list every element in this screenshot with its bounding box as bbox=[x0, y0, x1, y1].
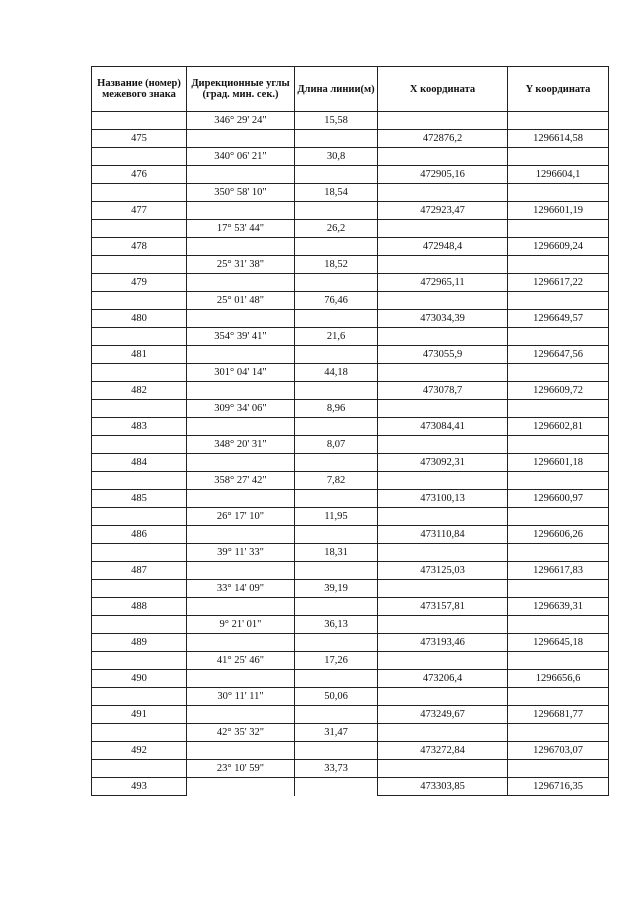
x-coordinate-cell: 473249,67 bbox=[378, 706, 508, 724]
empty-cell bbox=[378, 544, 508, 562]
table-row bbox=[92, 706, 609, 724]
y-coordinate-cell: 1296602,81 bbox=[508, 418, 609, 436]
empty-cell bbox=[508, 544, 609, 562]
table-row bbox=[92, 652, 609, 670]
table-row bbox=[92, 310, 609, 328]
angle-cell: 350° 58' 10" bbox=[187, 184, 295, 202]
x-coordinate-cell: 473206,4 bbox=[378, 670, 508, 688]
angle-cell: 309° 34' 06" bbox=[187, 400, 295, 418]
angle-cell: 41° 25' 46" bbox=[187, 652, 295, 670]
table-row bbox=[92, 130, 609, 148]
y-coordinate-cell: 1296604,1 bbox=[508, 166, 609, 184]
empty-cell bbox=[378, 616, 508, 634]
empty-cell bbox=[508, 148, 609, 166]
table-body bbox=[92, 112, 609, 796]
empty-cell bbox=[295, 202, 378, 220]
boundary-coordinates-table bbox=[91, 66, 609, 796]
table-header-row bbox=[92, 67, 609, 112]
y-coordinate-cell: 1296606,26 bbox=[508, 526, 609, 544]
empty-cell bbox=[508, 112, 609, 130]
empty-cell bbox=[92, 724, 187, 742]
angle-cell: 33° 14' 09" bbox=[187, 580, 295, 598]
point-name-cell: 475 bbox=[92, 130, 187, 148]
point-name-cell: 482 bbox=[92, 382, 187, 400]
y-coordinate-cell: 1296609,24 bbox=[508, 238, 609, 256]
header-angle: Дирекционные углы (град. мин. сек.) bbox=[187, 67, 295, 112]
x-coordinate-cell: 472876,2 bbox=[378, 130, 508, 148]
y-coordinate-cell: 1296716,35 bbox=[508, 778, 609, 796]
point-name-cell: 490 bbox=[92, 670, 187, 688]
empty-cell bbox=[508, 688, 609, 706]
length-cell: 31,47 bbox=[295, 724, 378, 742]
empty-cell bbox=[187, 778, 295, 796]
empty-cell bbox=[295, 778, 378, 796]
point-name-cell: 485 bbox=[92, 490, 187, 508]
y-coordinate-cell: 1296645,18 bbox=[508, 634, 609, 652]
empty-cell bbox=[187, 598, 295, 616]
length-cell: 8,07 bbox=[295, 436, 378, 454]
empty-cell bbox=[92, 472, 187, 490]
x-coordinate-cell: 473125,03 bbox=[378, 562, 508, 580]
empty-cell bbox=[295, 418, 378, 436]
length-cell: 44,18 bbox=[295, 364, 378, 382]
table-row bbox=[92, 724, 609, 742]
table-row bbox=[92, 436, 609, 454]
length-cell: 8,96 bbox=[295, 400, 378, 418]
empty-cell bbox=[187, 742, 295, 760]
header-name: Название (номер) межевого знака bbox=[92, 67, 187, 112]
table-row bbox=[92, 292, 609, 310]
table-row bbox=[92, 364, 609, 382]
y-coordinate-cell: 1296647,56 bbox=[508, 346, 609, 364]
empty-cell bbox=[508, 292, 609, 310]
empty-cell bbox=[295, 166, 378, 184]
empty-cell bbox=[92, 688, 187, 706]
point-name-cell: 477 bbox=[92, 202, 187, 220]
empty-cell bbox=[378, 580, 508, 598]
empty-cell bbox=[187, 562, 295, 580]
angle-cell: 42° 35' 32" bbox=[187, 724, 295, 742]
y-coordinate-cell: 1296601,18 bbox=[508, 454, 609, 472]
empty-cell bbox=[508, 652, 609, 670]
length-cell: 18,31 bbox=[295, 544, 378, 562]
table-row bbox=[92, 346, 609, 364]
empty-cell bbox=[187, 310, 295, 328]
table-row bbox=[92, 274, 609, 292]
empty-cell bbox=[378, 760, 508, 778]
point-name-cell: 492 bbox=[92, 742, 187, 760]
x-coordinate-cell: 473110,84 bbox=[378, 526, 508, 544]
length-cell: 39,19 bbox=[295, 580, 378, 598]
empty-cell bbox=[295, 670, 378, 688]
y-coordinate-cell: 1296681,77 bbox=[508, 706, 609, 724]
length-cell: 36,13 bbox=[295, 616, 378, 634]
empty-cell bbox=[295, 634, 378, 652]
empty-cell bbox=[187, 706, 295, 724]
table-row bbox=[92, 328, 609, 346]
x-coordinate-cell: 473092,31 bbox=[378, 454, 508, 472]
angle-cell: 39° 11' 33" bbox=[187, 544, 295, 562]
empty-cell bbox=[295, 706, 378, 724]
empty-cell bbox=[378, 724, 508, 742]
point-name-cell: 479 bbox=[92, 274, 187, 292]
empty-cell bbox=[508, 184, 609, 202]
empty-cell bbox=[508, 724, 609, 742]
empty-cell bbox=[295, 382, 378, 400]
empty-cell bbox=[378, 328, 508, 346]
empty-cell bbox=[378, 112, 508, 130]
empty-cell bbox=[508, 760, 609, 778]
length-cell: 26,2 bbox=[295, 220, 378, 238]
length-cell: 17,26 bbox=[295, 652, 378, 670]
table-row bbox=[92, 418, 609, 436]
empty-cell bbox=[187, 382, 295, 400]
table-row bbox=[92, 544, 609, 562]
y-coordinate-cell: 1296617,83 bbox=[508, 562, 609, 580]
x-coordinate-cell: 473272,84 bbox=[378, 742, 508, 760]
point-name-cell: 484 bbox=[92, 454, 187, 472]
angle-cell: 348° 20' 31" bbox=[187, 436, 295, 454]
angle-cell: 30° 11' 11" bbox=[187, 688, 295, 706]
angle-cell: 25° 01' 48" bbox=[187, 292, 295, 310]
table-row bbox=[92, 562, 609, 580]
angle-cell: 23° 10' 59" bbox=[187, 760, 295, 778]
empty-cell bbox=[508, 220, 609, 238]
point-name-cell: 476 bbox=[92, 166, 187, 184]
length-cell: 7,82 bbox=[295, 472, 378, 490]
empty-cell bbox=[378, 436, 508, 454]
length-cell: 18,52 bbox=[295, 256, 378, 274]
y-coordinate-cell: 1296609,72 bbox=[508, 382, 609, 400]
x-coordinate-cell: 473193,46 bbox=[378, 634, 508, 652]
empty-cell bbox=[508, 436, 609, 454]
table-row bbox=[92, 454, 609, 472]
point-name-cell: 493 bbox=[92, 778, 187, 796]
x-coordinate-cell: 472905,16 bbox=[378, 166, 508, 184]
header-y: Y координата bbox=[508, 67, 609, 112]
x-coordinate-cell: 473078,7 bbox=[378, 382, 508, 400]
empty-cell bbox=[92, 616, 187, 634]
point-name-cell: 478 bbox=[92, 238, 187, 256]
y-coordinate-cell: 1296703,07 bbox=[508, 742, 609, 760]
empty-cell bbox=[378, 148, 508, 166]
empty-cell bbox=[378, 652, 508, 670]
x-coordinate-cell: 473303,85 bbox=[378, 778, 508, 796]
empty-cell bbox=[92, 652, 187, 670]
empty-cell bbox=[295, 130, 378, 148]
empty-cell bbox=[508, 364, 609, 382]
table-row bbox=[92, 148, 609, 166]
table-row bbox=[92, 490, 609, 508]
x-coordinate-cell: 473034,39 bbox=[378, 310, 508, 328]
table-row bbox=[92, 508, 609, 526]
y-coordinate-cell: 1296601,19 bbox=[508, 202, 609, 220]
empty-cell bbox=[187, 238, 295, 256]
empty-cell bbox=[378, 400, 508, 418]
empty-cell bbox=[295, 238, 378, 256]
header-x: X координата bbox=[378, 67, 508, 112]
x-coordinate-cell: 473157,81 bbox=[378, 598, 508, 616]
empty-cell bbox=[187, 490, 295, 508]
point-name-cell: 481 bbox=[92, 346, 187, 364]
x-coordinate-cell: 473084,41 bbox=[378, 418, 508, 436]
x-coordinate-cell: 473055,9 bbox=[378, 346, 508, 364]
x-coordinate-cell: 472948,4 bbox=[378, 238, 508, 256]
y-coordinate-cell: 1296649,57 bbox=[508, 310, 609, 328]
empty-cell bbox=[508, 508, 609, 526]
empty-cell bbox=[92, 400, 187, 418]
table-row bbox=[92, 742, 609, 760]
angle-cell: 26° 17' 10" bbox=[187, 508, 295, 526]
length-cell: 50,06 bbox=[295, 688, 378, 706]
y-coordinate-cell: 1296617,22 bbox=[508, 274, 609, 292]
point-name-cell: 480 bbox=[92, 310, 187, 328]
length-cell: 11,95 bbox=[295, 508, 378, 526]
y-coordinate-cell: 1296600,97 bbox=[508, 490, 609, 508]
angle-cell: 346° 29' 24" bbox=[187, 112, 295, 130]
angle-cell: 25° 31' 38" bbox=[187, 256, 295, 274]
table-row bbox=[92, 400, 609, 418]
empty-cell bbox=[378, 688, 508, 706]
empty-cell bbox=[92, 220, 187, 238]
table-row bbox=[92, 634, 609, 652]
empty-cell bbox=[92, 580, 187, 598]
table-row bbox=[92, 112, 609, 130]
empty-cell bbox=[92, 508, 187, 526]
table-row bbox=[92, 616, 609, 634]
table-row bbox=[92, 526, 609, 544]
empty-cell bbox=[378, 220, 508, 238]
table-row bbox=[92, 670, 609, 688]
empty-cell bbox=[187, 202, 295, 220]
empty-cell bbox=[295, 274, 378, 292]
x-coordinate-cell: 472965,11 bbox=[378, 274, 508, 292]
empty-cell bbox=[187, 418, 295, 436]
empty-cell bbox=[378, 508, 508, 526]
empty-cell bbox=[92, 256, 187, 274]
table-row bbox=[92, 256, 609, 274]
table-row bbox=[92, 598, 609, 616]
x-coordinate-cell: 472923,47 bbox=[378, 202, 508, 220]
table-row bbox=[92, 688, 609, 706]
empty-cell bbox=[295, 742, 378, 760]
empty-cell bbox=[187, 670, 295, 688]
y-coordinate-cell: 1296614,58 bbox=[508, 130, 609, 148]
empty-cell bbox=[187, 130, 295, 148]
angle-cell: 354° 39' 41" bbox=[187, 328, 295, 346]
table-row bbox=[92, 202, 609, 220]
empty-cell bbox=[378, 256, 508, 274]
y-coordinate-cell: 1296639,31 bbox=[508, 598, 609, 616]
table-row bbox=[92, 382, 609, 400]
empty-cell bbox=[508, 256, 609, 274]
empty-cell bbox=[508, 580, 609, 598]
empty-cell bbox=[378, 292, 508, 310]
empty-cell bbox=[295, 490, 378, 508]
empty-cell bbox=[187, 454, 295, 472]
empty-cell bbox=[92, 184, 187, 202]
angle-cell: 358° 27' 42" bbox=[187, 472, 295, 490]
point-name-cell: 488 bbox=[92, 598, 187, 616]
point-name-cell: 489 bbox=[92, 634, 187, 652]
length-cell: 76,46 bbox=[295, 292, 378, 310]
table-row bbox=[92, 778, 609, 796]
empty-cell bbox=[378, 472, 508, 490]
angle-cell: 9° 21' 01" bbox=[187, 616, 295, 634]
empty-cell bbox=[508, 472, 609, 490]
empty-cell bbox=[187, 634, 295, 652]
empty-cell bbox=[92, 544, 187, 562]
table-row bbox=[92, 472, 609, 490]
empty-cell bbox=[378, 364, 508, 382]
empty-cell bbox=[92, 436, 187, 454]
empty-cell bbox=[187, 166, 295, 184]
length-cell: 30,8 bbox=[295, 148, 378, 166]
empty-cell bbox=[92, 112, 187, 130]
point-name-cell: 487 bbox=[92, 562, 187, 580]
empty-cell bbox=[378, 184, 508, 202]
y-coordinate-cell: 1296656,6 bbox=[508, 670, 609, 688]
table-row bbox=[92, 166, 609, 184]
length-cell: 21,6 bbox=[295, 328, 378, 346]
empty-cell bbox=[508, 616, 609, 634]
length-cell: 33,73 bbox=[295, 760, 378, 778]
length-cell: 15,58 bbox=[295, 112, 378, 130]
point-name-cell: 483 bbox=[92, 418, 187, 436]
empty-cell bbox=[295, 346, 378, 364]
empty-cell bbox=[187, 274, 295, 292]
point-name-cell: 486 bbox=[92, 526, 187, 544]
point-name-cell: 491 bbox=[92, 706, 187, 724]
empty-cell bbox=[508, 328, 609, 346]
empty-cell bbox=[508, 400, 609, 418]
table-row bbox=[92, 238, 609, 256]
empty-cell bbox=[295, 598, 378, 616]
x-coordinate-cell: 473100,13 bbox=[378, 490, 508, 508]
header-length: Длина линии(м) bbox=[295, 67, 378, 112]
table-row bbox=[92, 760, 609, 778]
empty-cell bbox=[295, 454, 378, 472]
empty-cell bbox=[187, 346, 295, 364]
empty-cell bbox=[92, 760, 187, 778]
empty-cell bbox=[187, 526, 295, 544]
table-row bbox=[92, 580, 609, 598]
empty-cell bbox=[295, 562, 378, 580]
angle-cell: 17° 53' 44" bbox=[187, 220, 295, 238]
table-row bbox=[92, 184, 609, 202]
empty-cell bbox=[92, 292, 187, 310]
angle-cell: 340° 06' 21" bbox=[187, 148, 295, 166]
empty-cell bbox=[92, 364, 187, 382]
table-row bbox=[92, 220, 609, 238]
empty-cell bbox=[92, 148, 187, 166]
empty-cell bbox=[92, 328, 187, 346]
empty-cell bbox=[295, 526, 378, 544]
angle-cell: 301° 04' 14" bbox=[187, 364, 295, 382]
empty-cell bbox=[295, 310, 378, 328]
length-cell: 18,54 bbox=[295, 184, 378, 202]
